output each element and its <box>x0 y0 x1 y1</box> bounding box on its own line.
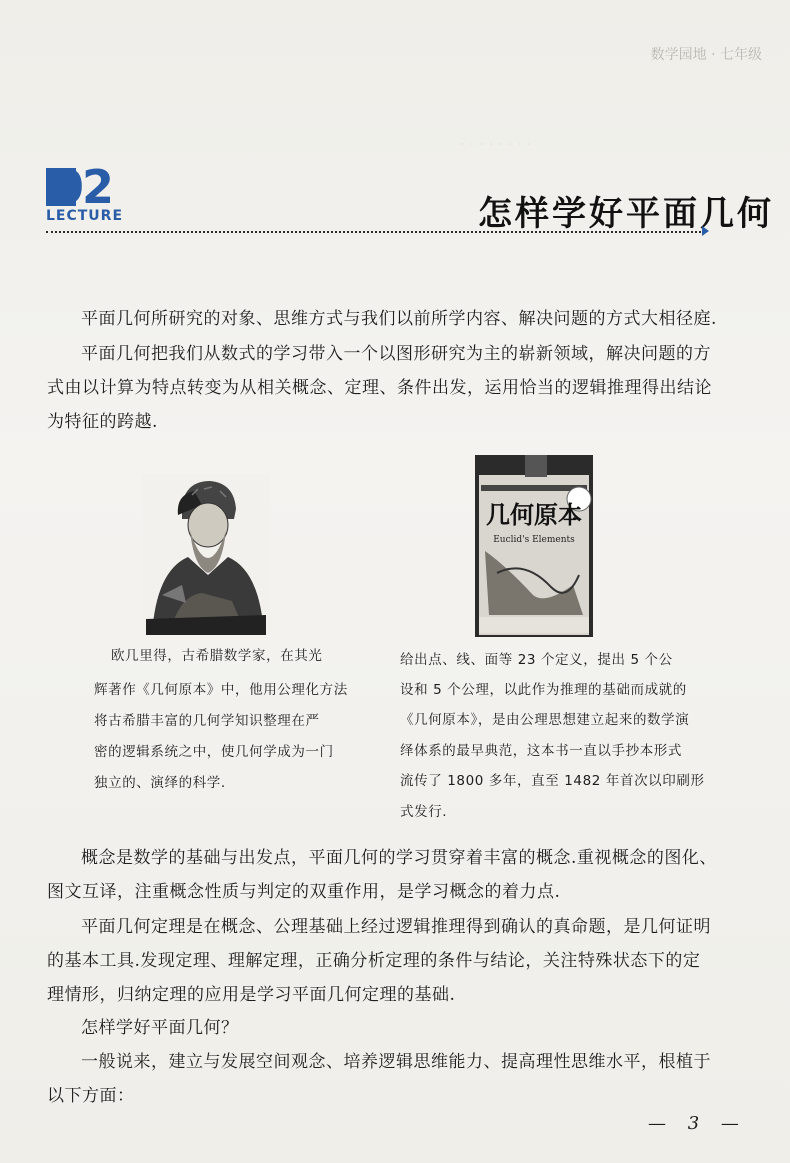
book-cover-image <box>475 455 593 637</box>
theorem-paragraph: 平面几何定理是在概念、公理基础上经过逻辑推理得到确认的真命题，是几何证明的基本工具.发现定理、理解定理，正确分析定理的条件与结论，关注特殊状态下的定理情形，归纳定理的应用是学习平面几何定理的基础. <box>47 917 711 1005</box>
caption-line: 密的逻辑系统之中，使几何学成为一门 <box>94 744 334 760</box>
caption-line: 《几何原本》，是由公理思想建立起来的数学演 <box>400 712 690 728</box>
running-header: 数学园地 · 七年级 <box>650 47 762 63</box>
caption-line: 流传了 1800 多年，直至 1482 年首次以印刷形 <box>400 773 705 789</box>
bleed-through-text: · · · · · · · · <box>460 135 532 153</box>
lecture-number-text: 02 <box>52 160 113 214</box>
caption-line: 给出点、线、面等 23 个定义，提出 5 个公 <box>400 652 673 668</box>
book-cover-art <box>475 455 593 637</box>
lecture-label: LECTURE <box>46 208 124 224</box>
book-subtitle: Euclid's Elements <box>493 535 575 545</box>
chapter-title: 怎样学好平面几何 <box>478 194 774 234</box>
caption-line: 设和 5 个公理，以此作为推理的基础而成就的 <box>400 682 687 698</box>
caption-line: 式发行. <box>400 804 448 820</box>
page-number-value: 3 <box>687 1113 708 1134</box>
intro-paragraph-2: 平面几何把我们从数式的学习带入一个以图形研究为主的崭新领域，解决问题的方式由以计算为特点转变为从相关概念、定理、条件出发，运用恰当的逻辑推理得出结论为特征的跨越. <box>47 344 712 432</box>
title-arrow-icon <box>702 226 709 236</box>
intro-paragraph-1: 平面几何所研究的对象、思维方式与我们以前所学内容、解决问题的方式大相径庭. <box>81 309 717 329</box>
caption-line: 独立的、演绎的科学. <box>94 775 226 791</box>
caption-line: 将古希腊丰富的几何学知识整理在严 <box>94 713 320 729</box>
lecture-number <box>46 160 124 214</box>
book-title: 几何原本 <box>486 501 582 529</box>
closing-paragraph: 一般说来，建立与发展空间观念、培养逻辑思维能力、提高理性思维水平，根植于以下方面： <box>47 1052 711 1106</box>
caption-line: 辉著作《几何原本》中，他用公理化方法 <box>94 682 348 698</box>
question-heading: 怎样学好平面几何？ <box>81 1018 239 1038</box>
lecture-badge <box>46 160 124 224</box>
concept-paragraph: 概念是数学的基础与出发点，平面几何的学习贯穿着丰富的概念.重视概念的图化、图文互译，注重概念性质与判定的双重作用，是学习概念的着力点. <box>47 848 717 902</box>
page-number: — 3 — <box>648 1113 747 1134</box>
title-divider <box>46 231 701 233</box>
caption-line: 欧几里得，古希腊数学家，在其光 <box>111 648 323 664</box>
caption-line: 绎体系的最早典范，这本书一直以手抄本形式 <box>400 743 682 759</box>
euclid-portrait-image <box>142 475 270 635</box>
